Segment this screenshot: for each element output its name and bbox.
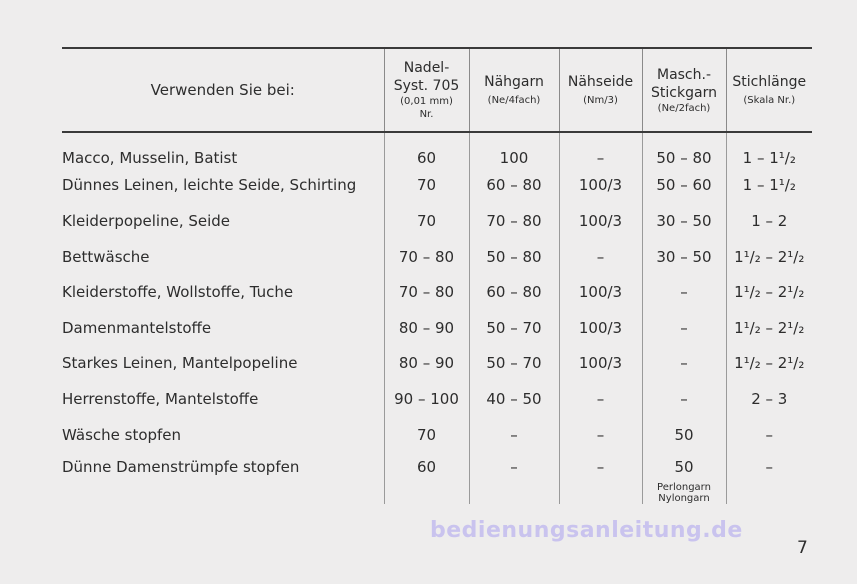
table-row xyxy=(62,381,812,417)
table-row xyxy=(62,452,812,504)
embroidery-thread-value: 50 xyxy=(674,458,694,477)
needle-cell: 80 – 90 xyxy=(384,346,469,382)
sewing-silk-cell: 100/3 xyxy=(559,203,642,239)
needle-cell: 60 xyxy=(384,452,469,504)
embroidery-thread-cell: 50 – 80 xyxy=(642,132,726,168)
stitch-length-cell: 2 – 3 xyxy=(726,381,812,417)
header-embroidery-thread: Masch.- Stickgarn (Ne/2fach) xyxy=(642,48,726,132)
perlon-note: Perlongarn xyxy=(657,482,711,494)
table-row xyxy=(62,168,812,204)
sewing-thread-cell: 70 – 80 xyxy=(469,203,559,239)
header-stitch-length: Stichlänge (Skala Nr.) xyxy=(726,48,812,132)
embroidery-thread-cell: 50 – 60 xyxy=(642,168,726,204)
table-row xyxy=(62,346,812,382)
sewing-thread-cell: 50 – 70 xyxy=(469,346,559,382)
sewing-silk-cell: – xyxy=(559,132,642,168)
material-cell: Kleiderpopeline, Seide xyxy=(62,211,231,230)
header-material: Verwenden Sie bei: xyxy=(62,48,384,132)
needle-cell: 60 xyxy=(384,132,469,168)
sewing-silk-cell: 100/3 xyxy=(559,310,642,346)
material-cell: Damenmantelstoffe xyxy=(62,318,212,337)
sewing-silk-cell: 100/3 xyxy=(559,274,642,310)
sewing-silk-cell: – xyxy=(559,239,642,275)
sewing-thread-cell: 60 – 80 xyxy=(469,274,559,310)
nylon-note: Nylongarn xyxy=(658,493,710,505)
sewing-thread-cell: 100 xyxy=(469,132,559,168)
stitch-length-cell: 1¹/₂ – 2¹/₂ xyxy=(726,239,812,275)
sewing-silk-cell: – xyxy=(559,417,642,453)
sewing-thread-cell: – xyxy=(469,417,559,453)
page-number: 7 xyxy=(797,538,808,558)
sewing-thread-cell: 40 – 50 xyxy=(469,381,559,417)
sewing-thread-cell: 60 – 80 xyxy=(469,168,559,204)
embroidery-thread-cell: 30 – 50 xyxy=(642,239,726,275)
material-cell: Dünne Damenstrümpfe stopfen xyxy=(62,458,300,477)
stitch-length-cell: 1¹/₂ – 2¹/₂ xyxy=(726,274,812,310)
embroidery-thread-cell: – xyxy=(642,274,726,310)
stitch-length-cell: 1¹/₂ – 2¹/₂ xyxy=(726,346,812,382)
header-needle: Nadel- Syst. 705 (0,01 mm) Nr. xyxy=(384,48,469,132)
needle-cell: 70 – 80 xyxy=(384,274,469,310)
embroidery-thread-cell: – xyxy=(642,346,726,382)
material-cell: Herrenstoffe, Mantelstoffe xyxy=(62,389,259,408)
needle-cell: 70 xyxy=(384,203,469,239)
needle-cell: 90 – 100 xyxy=(384,381,469,417)
table-row xyxy=(62,203,812,239)
sewing-silk-cell: – xyxy=(559,381,642,417)
table-row xyxy=(62,310,812,346)
sewing-thread-cell: 50 – 70 xyxy=(469,310,559,346)
sewing-thread-cell: – xyxy=(469,452,559,504)
header-sewing-silk: Nähseide (Nm/3) xyxy=(559,48,642,132)
thread-needle-table xyxy=(62,47,812,504)
watermark: bedienungsanleitung.de xyxy=(430,518,743,543)
material-cell: Bettwäsche xyxy=(62,247,150,266)
material-cell: Wäsche stopfen xyxy=(62,425,182,444)
sewing-silk-cell: 100/3 xyxy=(559,346,642,382)
stitch-length-cell: 1 – 1¹/₂ xyxy=(726,132,812,168)
needle-cell: 80 – 90 xyxy=(384,310,469,346)
stitch-length-cell: – xyxy=(726,452,812,504)
table-header-row xyxy=(62,48,812,132)
material-cell: Macco, Musselin, Batist xyxy=(62,149,238,168)
sewing-silk-cell: 100/3 xyxy=(559,168,642,204)
stitch-length-cell: 1¹/₂ – 2¹/₂ xyxy=(726,310,812,346)
embroidery-thread-cell: 30 – 50 xyxy=(642,203,726,239)
material-cell: Dünnes Leinen, leichte Seide, Schirting xyxy=(62,176,357,195)
sewing-thread-cell: 50 – 80 xyxy=(469,239,559,275)
table-row xyxy=(62,239,812,275)
needle-cell: 70 xyxy=(384,417,469,453)
embroidery-thread-cell: – xyxy=(642,310,726,346)
material-cell: Starkes Leinen, Mantelpopeline xyxy=(62,354,298,373)
needle-cell: 70 – 80 xyxy=(384,239,469,275)
embroidery-thread-cell: 50 xyxy=(642,417,726,453)
material-cell: Kleiderstoffe, Wollstoffe, Tuche xyxy=(62,283,294,302)
stitch-length-cell: – xyxy=(726,417,812,453)
needle-cell: 70 xyxy=(384,168,469,204)
header-sewing-thread: Nähgarn (Ne/4fach) xyxy=(469,48,559,132)
table-row xyxy=(62,417,812,453)
embroidery-thread-cell xyxy=(642,452,726,504)
stitch-length-cell: 1 – 2 xyxy=(726,203,812,239)
table-row xyxy=(62,274,812,310)
stitch-length-cell: 1 – 1¹/₂ xyxy=(726,168,812,204)
table-row xyxy=(62,132,812,168)
sewing-silk-cell: – xyxy=(559,452,642,504)
embroidery-thread-cell: – xyxy=(642,381,726,417)
